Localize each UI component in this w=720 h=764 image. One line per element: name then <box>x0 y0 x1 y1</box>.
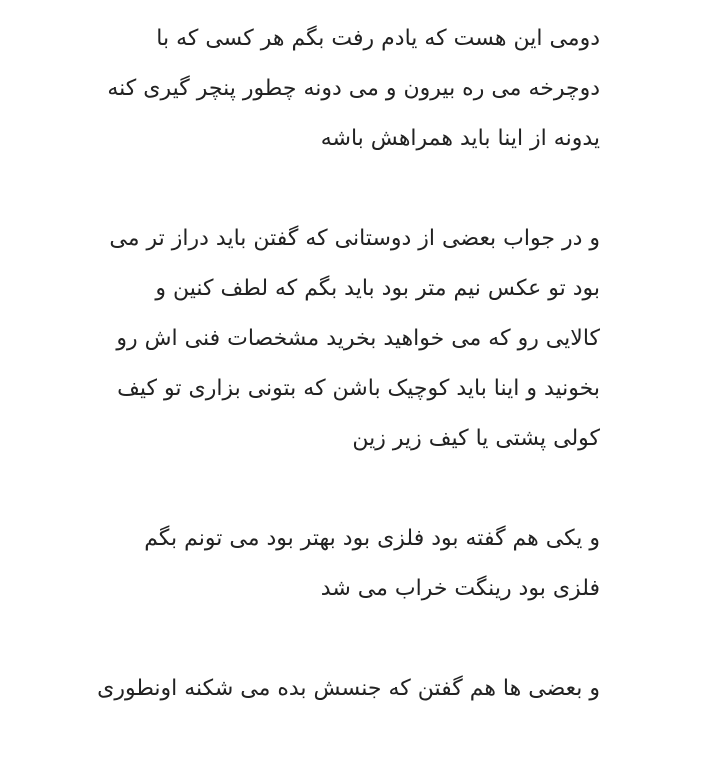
post-body <box>0 14 600 764</box>
text-line: و بعضی ها هم گفتن که جنسش بده می شکنه اونطوری <box>97 676 600 701</box>
text-line: دومی این هست که یادم رفت بگم هر کسی که با <box>156 26 600 51</box>
text-line: کولی پشتی یا کیف زیر زین <box>352 426 600 451</box>
paragraph-1 <box>0 14 600 164</box>
text-line: کالایی رو که می خواهید بخرید مشخصات فنی اش رو <box>116 326 600 351</box>
paragraph-4 <box>0 664 600 714</box>
text-line: یدونه از اینا باید همراهش باشه <box>320 126 600 151</box>
text-line: فلزی بود رینگت خراب می شد <box>320 576 600 601</box>
text-line: و در جواب بعضی از دوستانی که گفتن باید دراز تر می <box>109 226 600 251</box>
paragraph-3 <box>0 514 600 614</box>
text-line: بخونید و اینا باید کوچیک باشن که بتونی بزاری تو کیف <box>117 376 600 401</box>
text-line: بود تو عکس نیم متر بود باید بگم که لطف کنین و <box>155 276 600 301</box>
paragraph-2 <box>0 214 600 464</box>
text-line: و یکی هم گفته بود فلزی بود بهتر بود می تونم بگم <box>144 526 600 551</box>
text-line: دوچرخه می ره بیرون و می دونه چطور پنچر گیری کنه <box>107 76 600 101</box>
